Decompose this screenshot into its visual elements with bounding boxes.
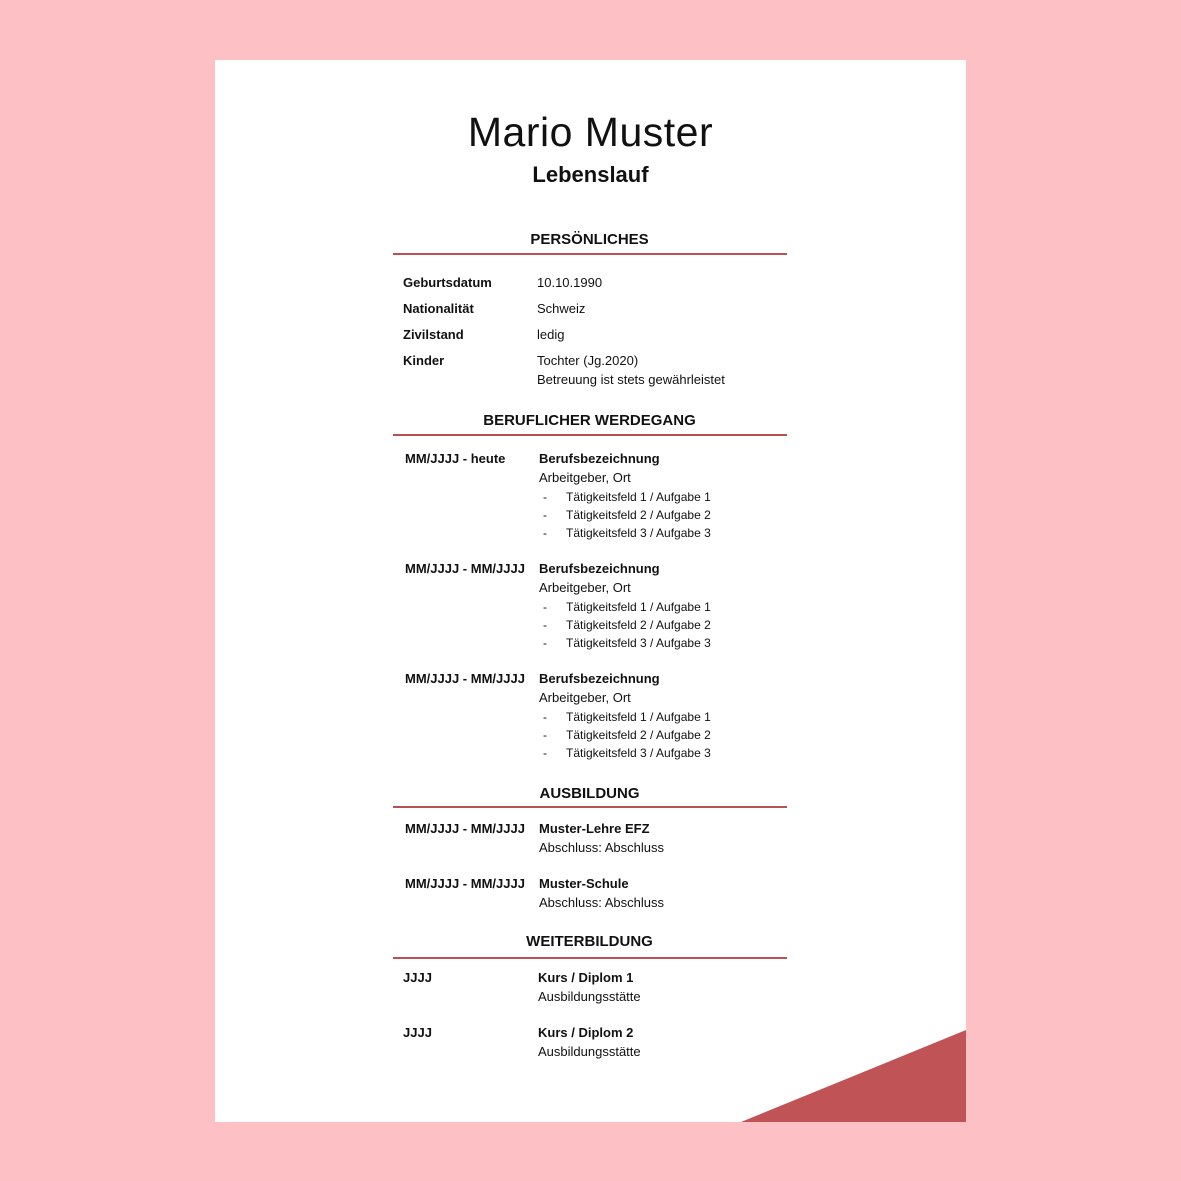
personal-value-birthdate: 10.10.1990 bbox=[537, 275, 603, 290]
personal-label-nationality: Nationalität bbox=[403, 301, 474, 316]
person-name: Mario Muster bbox=[467, 109, 714, 155]
section-divider bbox=[393, 253, 787, 255]
further-name: Kurs / Diplom 1 bbox=[538, 970, 634, 985]
career-task-text: Tätigkeitsfeld 1 / Aufgabe 1 bbox=[566, 710, 711, 724]
section-title-education: AUSBILDUNG bbox=[539, 785, 640, 802]
career-task-text: Tätigkeitsfeld 1 / Aufgabe 1 bbox=[566, 600, 711, 614]
personal-label-birthdate: Geburtsdatum bbox=[403, 275, 492, 290]
section-divider bbox=[393, 806, 787, 808]
career-task-text: Tätigkeitsfeld 3 / Aufgabe 3 bbox=[566, 636, 711, 650]
further-name: Kurs / Diplom 2 bbox=[538, 1025, 634, 1040]
document-subtitle: Lebenslauf bbox=[532, 162, 649, 187]
section-divider bbox=[393, 957, 787, 959]
further-detail: Ausbildungsstätte bbox=[538, 989, 641, 1004]
career-task-text: Tätigkeitsfeld 2 / Aufgabe 2 bbox=[566, 728, 711, 742]
career-task-text: Tätigkeitsfeld 3 / Aufgabe 3 bbox=[566, 746, 711, 760]
career-employer: Arbeitgeber, Ort bbox=[539, 470, 631, 485]
education-name: Muster-Schule bbox=[539, 876, 629, 891]
education-name: Muster-Lehre EFZ bbox=[539, 821, 650, 836]
further-detail: Ausbildungsstätte bbox=[538, 1044, 641, 1059]
personal-value-children: Tochter (Jg.2020) bbox=[537, 353, 639, 368]
career-task-text: Tätigkeitsfeld 1 / Aufgabe 1 bbox=[566, 490, 711, 504]
bullet-dash: - bbox=[543, 728, 547, 742]
further-period: JJJJ bbox=[403, 1025, 432, 1040]
bullet-dash: - bbox=[543, 600, 547, 614]
bullet-dash: - bbox=[543, 710, 547, 724]
career-task-text: Tätigkeitsfeld 2 / Aufgabe 2 bbox=[566, 618, 711, 632]
personal-label-children: Kinder bbox=[403, 353, 445, 368]
career-period: MM/JJJJ - heute bbox=[405, 451, 506, 466]
further-period: JJJJ bbox=[403, 970, 432, 985]
career-period: MM/JJJJ - MM/JJJJ bbox=[405, 671, 525, 686]
bullet-dash: - bbox=[543, 526, 547, 540]
education-period: MM/JJJJ - MM/JJJJ bbox=[405, 876, 525, 891]
section-title-personal: PERSÖNLICHES bbox=[530, 231, 649, 248]
bullet-dash: - bbox=[543, 636, 547, 650]
bullet-dash: - bbox=[543, 490, 547, 504]
education-period: MM/JJJJ - MM/JJJJ bbox=[405, 821, 525, 836]
decorative-corner-triangle bbox=[741, 1030, 966, 1122]
career-employer: Arbeitgeber, Ort bbox=[539, 690, 631, 705]
section-title-career: BERUFLICHER WERDEGANG bbox=[483, 412, 696, 429]
career-period: MM/JJJJ - MM/JJJJ bbox=[405, 561, 525, 576]
career-position: Berufsbezeichnung bbox=[539, 451, 660, 466]
personal-value-civil-status: ledig bbox=[537, 327, 565, 342]
education-detail: Abschluss: Abschluss bbox=[539, 895, 665, 910]
cv-page bbox=[215, 60, 966, 1122]
career-task-text: Tätigkeitsfeld 2 / Aufgabe 2 bbox=[566, 508, 711, 522]
career-position: Berufsbezeichnung bbox=[539, 561, 660, 576]
education-detail: Abschluss: Abschluss bbox=[539, 840, 665, 855]
bullet-dash: - bbox=[543, 746, 547, 760]
personal-value-nationality: Schweiz bbox=[537, 301, 586, 316]
section-divider bbox=[393, 434, 787, 436]
section-title-further-education: WEITERBILDUNG bbox=[526, 933, 653, 950]
career-position: Berufsbezeichnung bbox=[539, 671, 660, 686]
personal-value-children-note: Betreuung ist stets gewährleistet bbox=[537, 372, 725, 387]
career-task-text: Tätigkeitsfeld 3 / Aufgabe 3 bbox=[566, 526, 711, 540]
personal-label-civil-status: Zivilstand bbox=[403, 327, 464, 342]
bullet-dash: - bbox=[543, 618, 547, 632]
bullet-dash: - bbox=[543, 508, 547, 522]
career-employer: Arbeitgeber, Ort bbox=[539, 580, 631, 595]
